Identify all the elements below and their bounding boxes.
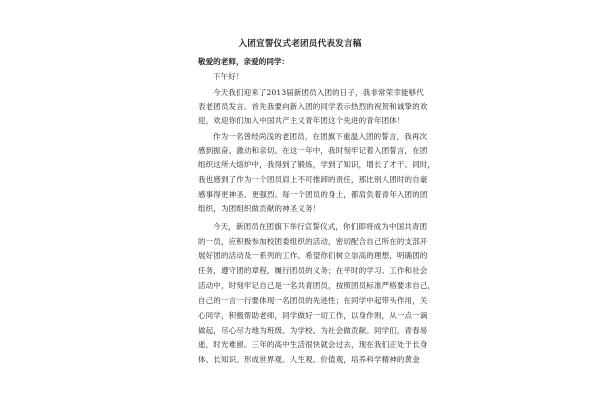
text-line: 作为一名曾经尚浅的老团员，在团旗下重温入团的誓言，我再次 — [213, 132, 428, 141]
text-line: 逝，时光难留。三年的高中生活很快就会过去，现在我们正处于长身 — [198, 340, 428, 349]
text-line: 组织，为团组织做贡献的神圣义务！ — [198, 204, 321, 213]
text-line: 做起，尽心尽力地为班级、为学校、为社会做贡献。同学们，青春易 — [198, 326, 428, 335]
text-line: 展好团的活动及一系列的工作。希望你们树立崇高的理想，明确团的 — [198, 251, 428, 260]
text-line: 任务，遵守团的章程，履行团员的义务；在平时的学习、工作和社会 — [198, 266, 428, 275]
text-line: 组织这所大熔炉中，我得到了锻炼，学到了知识，增长了才干。同时， — [198, 160, 436, 169]
document-title: 入团宣誓仪式老团员代表发言稿 — [238, 39, 362, 49]
text-line: 我也感到了作为一个团员肩上不可推卸的责任，那比别人团时的自豪 — [198, 175, 428, 184]
text-line: 下午好！ — [213, 72, 244, 81]
text-line: 自己的一言一行要体现一名团员的先进性；在同学中起带头作用，关 — [198, 296, 428, 305]
text-line: 今天，新团员在团旗下举行宣誓仪式，你们即将成为中国共青团 — [213, 222, 428, 231]
text-line: 体、长知识、形成世界观、人生观、价值观，培养科学精神的黄金 — [198, 355, 420, 364]
text-line: 感到振奋、激动和亲切。在这一年中，我时刻牢记着入团誓言，在团 — [198, 146, 428, 155]
text-line: 迎，欢迎你们加入中国共产主义青年团这个先进的青年团体！ — [198, 116, 405, 125]
salutation: 敬爱的老师，亲爱的同学： — [198, 57, 290, 66]
text-line: 表老团员发言。首先我要向新入团的同学表示热烈的祝贺和诚挚的欢 — [198, 102, 428, 111]
text-line: 今天我们迎来了2013届新团员入团的日子，我非常荣幸能够代 — [213, 88, 424, 97]
text-line: 活动中，时刻牢记自己是一名共青团员，按照团员标准严格要求自己， — [198, 281, 436, 290]
text-line: 感事得更神圣、更强烈。每一个团员的身上，都肩负着青年入团的团 — [198, 190, 428, 199]
text-line: 心同学，积极帮助老师，同学做好一切工作，以身作则，从一点一滴 — [198, 311, 428, 320]
text-line: 的一员，应积极参加校团委组织的活动，密切配合自己所在的支部开 — [198, 237, 428, 246]
